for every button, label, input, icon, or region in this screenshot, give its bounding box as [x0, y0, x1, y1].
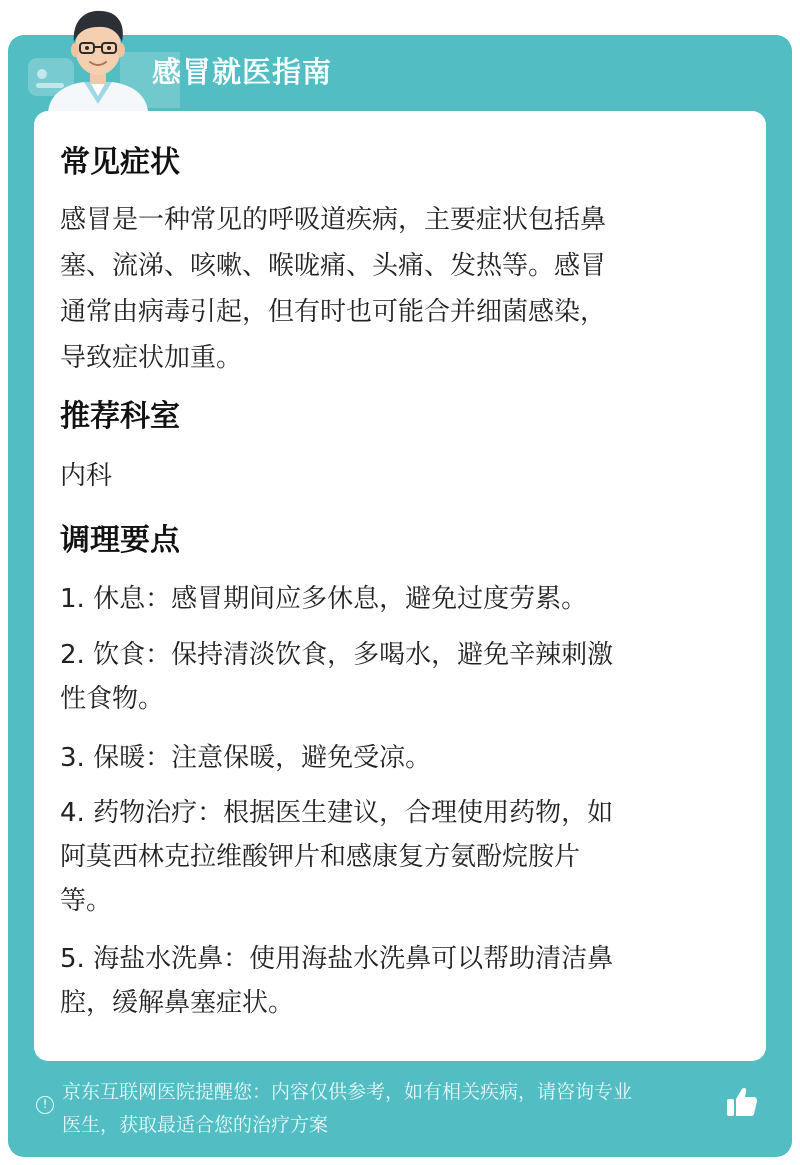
care-item	[60, 633, 740, 721]
care-item-line: 4. 药物治疗：根据医生建议，合理使用药物，如	[60, 798, 614, 828]
page-title: 感冒就医指南	[152, 55, 333, 89]
care-item-line: 5. 海盐水洗鼻：使用海盐水洗鼻可以帮助清洁鼻	[60, 944, 614, 974]
symptoms-line: 通常由病毒引起，但有时也可能合并细菌感染，	[60, 297, 607, 327]
content-card	[34, 111, 766, 1061]
care-heading: 调理要点	[60, 523, 180, 558]
care-item	[60, 937, 740, 1025]
info-icon: !	[36, 1096, 54, 1114]
symptoms-heading: 常见症状	[60, 145, 180, 180]
symptoms-line: 导致症状加重。	[60, 343, 243, 373]
thumbs-up-icon[interactable]	[724, 1084, 760, 1120]
care-item-line: 腔，缓解鼻塞症状。	[60, 988, 295, 1018]
department-value: 内科	[60, 461, 113, 491]
doctor-avatar	[38, 0, 158, 112]
care-item-line: 2. 饮食：保持清淡饮食，多喝水，避免辛辣刺激	[60, 640, 614, 670]
care-item-line: 性食物。	[60, 684, 165, 714]
disclaimer-text	[62, 1076, 727, 1142]
care-item-line: 阿莫西林克拉维酸钾片和感康复方氨酚烷胺片	[60, 842, 581, 872]
care-item-line: 1. 休息：感冒期间应多休息，避免过度劳累。	[60, 584, 588, 614]
care-item	[60, 577, 740, 621]
care-item	[60, 736, 740, 780]
care-item-line: 等。	[60, 886, 113, 916]
symptoms-line: 感冒是一种常见的呼吸道疾病，主要症状包括鼻	[60, 205, 607, 235]
department-heading: 推荐科室	[60, 399, 180, 434]
symptoms-line: 塞、流涕、咳嗽、喉咙痛、头痛、发热等。感冒	[60, 251, 607, 281]
care-item-line: 3. 保暖：注意保暖，避免受凉。	[60, 743, 432, 773]
symptoms-text	[60, 197, 740, 381]
disclaimer-line: 京东互联网医院提醒您：内容仅供参考，如有相关疾病，请咨询专业	[62, 1081, 633, 1103]
disclaimer-line: 医生，获取最适合您的治疗方案	[62, 1114, 329, 1136]
care-item	[60, 791, 740, 923]
